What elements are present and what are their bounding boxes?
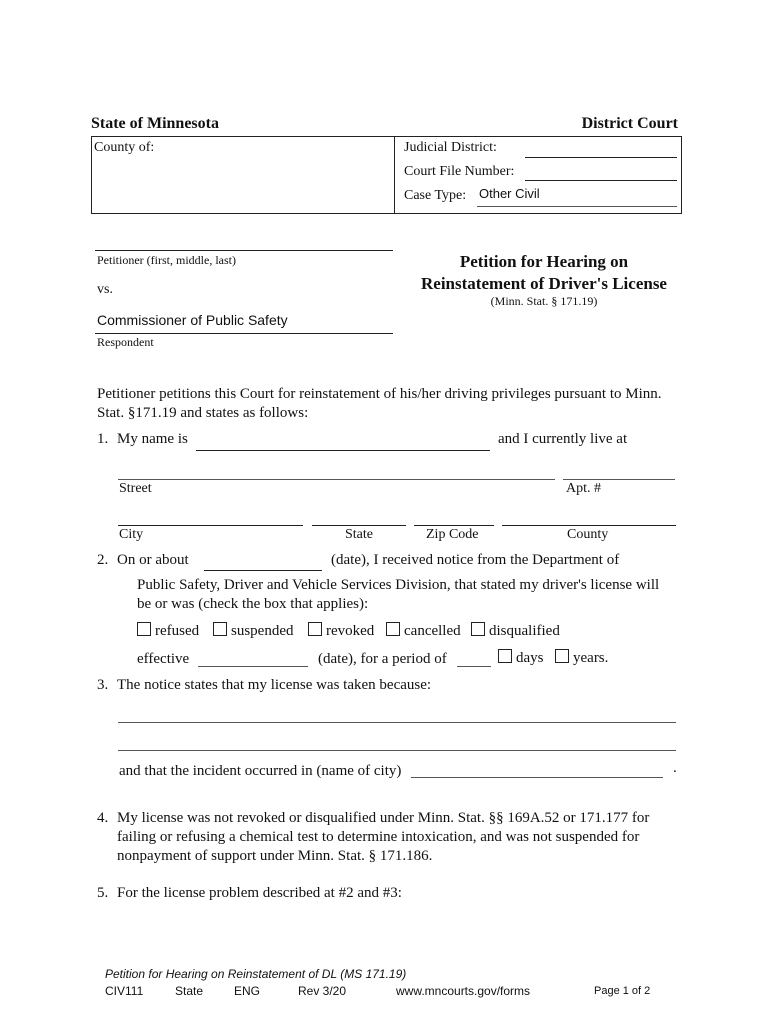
judicial-district-label: Judicial District: xyxy=(404,140,497,155)
item2-line2: Public Safety, Driver and Vehicle Services Division, that stated my driver's license will xyxy=(137,577,660,593)
item4-number: 4. xyxy=(97,810,109,826)
item3-number: 3. xyxy=(97,677,109,693)
item2-line3: be or was (check the box that applies): xyxy=(137,596,369,612)
street-field[interactable] xyxy=(118,479,555,480)
notice-date-field[interactable] xyxy=(204,570,322,571)
zip-label: Zip Code xyxy=(426,527,479,542)
county-label: County of: xyxy=(94,140,155,155)
item5-text: For the license problem described at #2 and #3: xyxy=(117,885,402,901)
item1-number: 1. xyxy=(97,431,109,447)
county-field[interactable] xyxy=(502,525,676,526)
state-heading: State of Minnesota xyxy=(91,115,219,132)
incident-city-field[interactable] xyxy=(411,777,663,778)
effective-label: effective xyxy=(137,651,190,667)
case-type-underline xyxy=(477,206,677,207)
disqualified-checkbox[interactable] xyxy=(471,622,485,636)
footer-page: Page 1 of 2 xyxy=(594,985,651,997)
county-label: County xyxy=(567,527,609,542)
item2-about-label: On or about xyxy=(117,552,189,568)
state-field[interactable] xyxy=(312,525,406,526)
option-revoked[interactable]: revoked xyxy=(308,622,374,640)
item2-date-label: (date), I received notice from the Department of xyxy=(331,552,620,568)
option-years[interactable]: years. xyxy=(555,649,608,667)
option-cancelled[interactable]: cancelled xyxy=(386,622,461,640)
footer-form-title: Petition for Hearing on Reinstatement of DL (MS 171.19) xyxy=(105,967,407,981)
respondent-value[interactable]: Commissioner of Public Safety xyxy=(97,312,288,328)
years-checkbox[interactable] xyxy=(555,649,569,663)
item4-line1: My license was not revoked or disqualified under Minn. Stat. §§ 169A.52 or 171.177 for xyxy=(117,810,650,826)
city-field[interactable] xyxy=(118,525,303,526)
reason-field-line1[interactable] xyxy=(118,722,676,723)
intro-line2: Stat. §171.19 and states as follows: xyxy=(97,405,309,421)
judicial-district-field[interactable] xyxy=(525,157,677,158)
caption-box xyxy=(91,136,682,214)
days-checkbox[interactable] xyxy=(498,649,512,663)
intro-line1: Petitioner petitions this Court for reinstatement of his/her driving privileges pursuant to Minn. xyxy=(97,386,662,402)
period-field[interactable] xyxy=(457,666,491,667)
item3-city-label: and that the incident occurred in (name of city) xyxy=(119,763,402,779)
case-type-value[interactable]: Other Civil xyxy=(479,186,540,201)
footer-jurisdiction: State xyxy=(175,984,204,998)
petitioner-field[interactable] xyxy=(95,250,393,251)
court-file-field[interactable] xyxy=(525,180,677,181)
item2-number: 2. xyxy=(97,552,109,568)
court-file-label: Court File Number: xyxy=(404,164,515,179)
item4-line2: failing or refusing a chemical test to determine intoxication, and was not suspended for xyxy=(117,829,640,845)
revoked-checkbox[interactable] xyxy=(308,622,322,636)
footer-website[interactable]: www.mncourts.gov/forms xyxy=(396,984,531,998)
form-title-line2: Reinstatement of Driver's License xyxy=(421,274,667,293)
footer-revision: Rev 3/20 xyxy=(298,984,347,998)
option-refused[interactable]: refused xyxy=(137,622,199,640)
footer-language: ENG xyxy=(234,984,261,998)
item1-live-label: and I currently live at xyxy=(498,431,628,447)
case-type-label: Case Type: xyxy=(404,188,467,203)
effective-date-field[interactable] xyxy=(198,666,308,667)
form-citation: (Minn. Stat. § 171.19) xyxy=(490,294,598,308)
name-field[interactable] xyxy=(196,450,490,451)
city-label: City xyxy=(119,527,144,542)
respondent-underline xyxy=(95,333,393,334)
option-suspended[interactable]: suspended xyxy=(213,622,294,640)
street-label: Street xyxy=(119,481,152,496)
zip-field[interactable] xyxy=(414,525,494,526)
apt-field[interactable] xyxy=(563,479,675,480)
suspended-checkbox[interactable] xyxy=(213,622,227,636)
court-heading: District Court xyxy=(581,115,678,132)
cancelled-checkbox[interactable] xyxy=(386,622,400,636)
refused-checkbox[interactable] xyxy=(137,622,151,636)
option-disqualified[interactable]: disqualified xyxy=(471,622,560,640)
item5-number: 5. xyxy=(97,885,109,901)
state-label: State xyxy=(345,527,373,542)
reason-field-line2[interactable] xyxy=(118,750,676,751)
effective-date-label: (date), for a period of xyxy=(318,651,447,667)
item3-period: . xyxy=(673,760,677,776)
option-days[interactable]: days xyxy=(498,649,544,667)
item1-name-label: My name is xyxy=(117,431,188,447)
petitioner-label: Petitioner (first, middle, last) xyxy=(97,253,236,267)
apt-label: Apt. # xyxy=(566,481,601,496)
footer-form-code: CIV111 xyxy=(105,984,144,998)
vs-label: vs. xyxy=(97,282,113,297)
item3-text: The notice states that my license was taken because: xyxy=(117,677,432,693)
item4-line3: nonpayment of support under Minn. Stat. § 171.186. xyxy=(117,848,433,864)
respondent-label: Respondent xyxy=(97,335,154,349)
form-title-line1: Petition for Hearing on xyxy=(459,252,629,271)
caption-divider xyxy=(394,136,395,213)
